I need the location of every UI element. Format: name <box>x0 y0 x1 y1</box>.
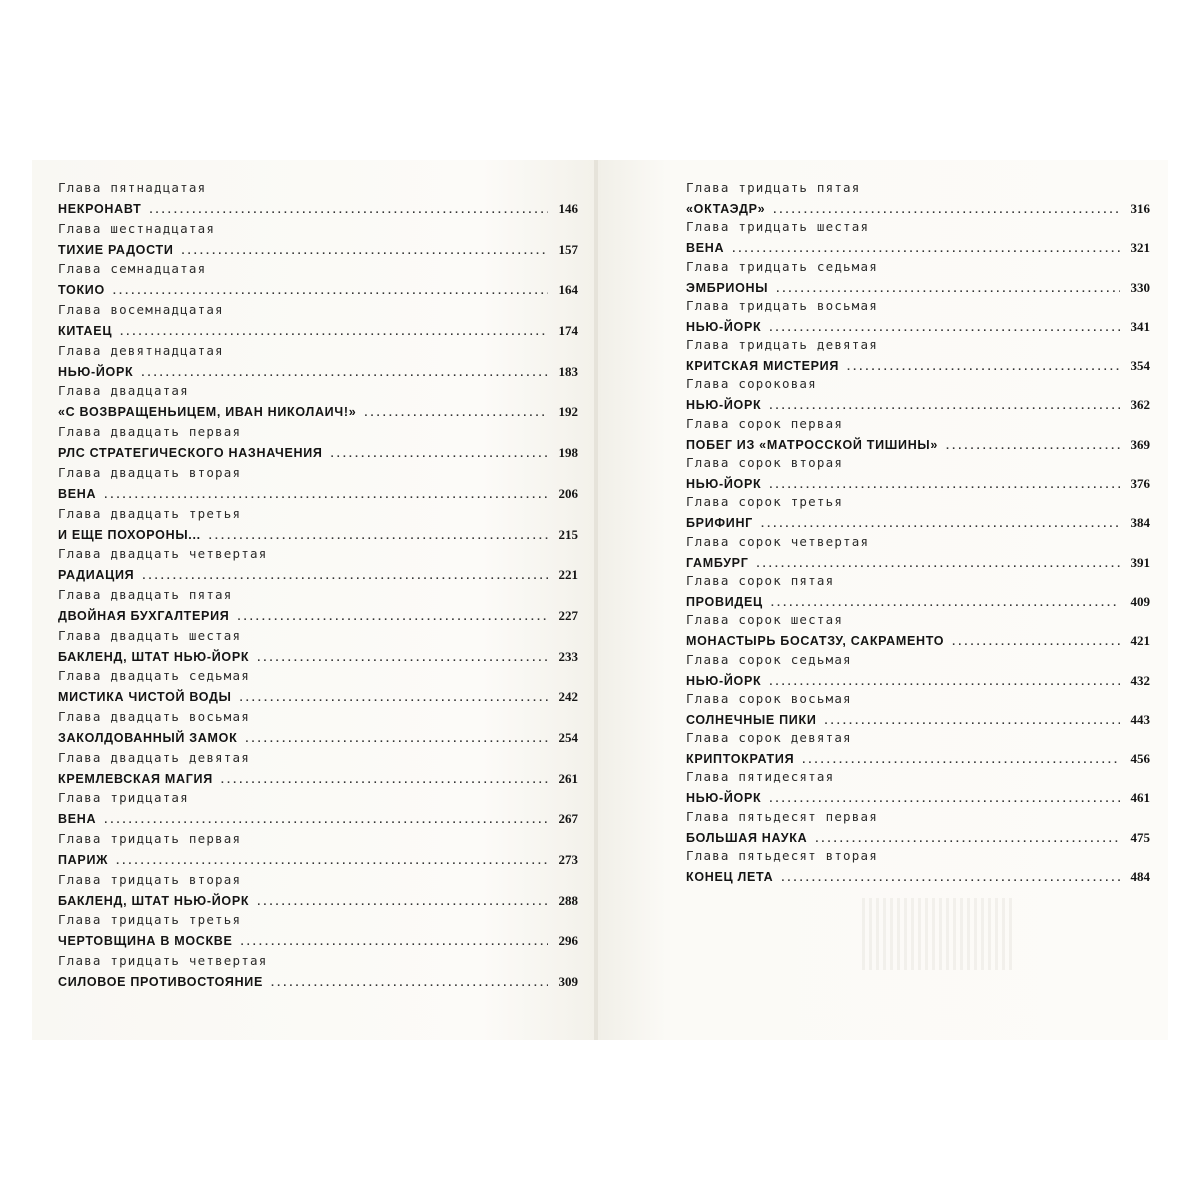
page-number: 369 <box>1130 436 1150 452</box>
chapter-title-line <box>686 198 1150 220</box>
chapter-title: КРИТСКАЯ МИСТЕРИЯ <box>686 359 840 374</box>
dot-leader <box>120 321 548 343</box>
chapter-number-label: Глава семнадцатая <box>58 261 207 277</box>
chapter-title: РЛС СТРАТЕГИЧЕСКОГО НАЗНАЧЕНИЯ <box>58 446 323 461</box>
dot-leader <box>149 199 548 221</box>
dot-leader <box>142 565 548 587</box>
dot-leader <box>237 606 548 628</box>
chapter-title: ПАРИЖ <box>58 853 109 867</box>
chapter-title: КИТАЕЦ <box>58 324 113 339</box>
dot-leader <box>773 199 1120 221</box>
chapter-number-label: Глава сорок третья <box>686 494 844 510</box>
page-number: 376 <box>1130 476 1150 492</box>
chapter-title: «ОКТАЭДР» <box>686 202 766 216</box>
page-number: 354 <box>1130 358 1150 374</box>
chapter-number-label: Глава двадцать четвертая <box>58 546 268 562</box>
dot-leader <box>732 238 1120 260</box>
chapter-title-line <box>58 849 578 871</box>
chapter-title: ГАМБУРГ <box>686 555 749 570</box>
dot-leader <box>815 828 1120 850</box>
page-number: 261 <box>558 770 578 786</box>
chapter-title-line <box>58 320 578 342</box>
chapter-number-label: Глава двадцатая <box>58 383 189 399</box>
chapter-title-line <box>58 686 578 708</box>
chapter-title: ТИХИЕ РАДОСТИ <box>58 242 174 257</box>
faded-stamp-mark <box>862 898 1012 970</box>
page-number: 157 <box>558 241 578 257</box>
chapter-title-line <box>686 394 1150 416</box>
dot-leader <box>769 317 1120 339</box>
chapter-title: ЭМБРИОНЫ <box>686 280 769 295</box>
chapter-number-label: Глава двадцать седьмая <box>58 668 250 684</box>
chapter-title: ВЕНА <box>58 486 97 501</box>
chapter-number-label: Глава тридцать четвертая <box>58 953 268 969</box>
dot-leader <box>769 395 1120 417</box>
chapter-title-line <box>686 709 1150 731</box>
chapter-title: СИЛОВОЕ ПРОТИВОСТОЯНИЕ <box>58 975 264 990</box>
toc-entry <box>686 769 1150 808</box>
chapter-title-line <box>686 787 1150 809</box>
chapter-title-line <box>58 279 578 301</box>
toc-entry <box>58 790 578 831</box>
toc-entry <box>58 180 578 221</box>
page-number: 296 <box>558 933 578 949</box>
dot-leader <box>802 749 1120 771</box>
dot-leader <box>113 280 548 302</box>
toc-entry <box>686 809 1150 848</box>
dot-leader <box>946 435 1120 457</box>
toc-entry <box>58 383 578 424</box>
chapter-number-label: Глава пятьдесят первая <box>686 808 878 824</box>
page-number: 475 <box>1130 829 1150 845</box>
chapter-number-label: Глава двадцать пятая <box>58 586 233 602</box>
page-number: 215 <box>558 526 578 542</box>
dot-leader <box>241 931 548 953</box>
chapter-number-label: Глава пятидесятая <box>686 769 835 785</box>
right-page <box>598 160 1168 1040</box>
page-number: 461 <box>1130 790 1150 806</box>
chapter-title-line <box>58 198 578 220</box>
chapter-title-line <box>686 473 1150 495</box>
page-number: 183 <box>558 363 578 379</box>
toc-entry <box>58 628 578 669</box>
toc-entry <box>686 848 1150 887</box>
book-spread <box>32 160 1168 1040</box>
chapter-title: НЬЮ-ЙОРК <box>686 791 762 806</box>
left-page <box>32 160 594 1040</box>
chapter-number-label: Глава сорок шестая <box>686 612 844 628</box>
chapter-title: «С ВОЗВРАЩЕНЬИЦЕМ, ИВАН НИКОЛАИЧ!» <box>58 405 357 420</box>
page-number: 443 <box>1130 711 1150 727</box>
dot-leader <box>245 728 548 750</box>
dot-leader <box>271 972 548 994</box>
chapter-title: НЬЮ-ЙОРК <box>58 364 134 379</box>
chapter-title: ТОКИО <box>58 283 105 298</box>
toc-entry <box>58 912 578 953</box>
dot-leader <box>769 788 1120 810</box>
toc-entry <box>686 534 1150 573</box>
chapter-title: ВЕНА <box>58 812 97 827</box>
chapter-number-label: Глава тридцать седьмая <box>686 258 878 274</box>
dot-leader <box>761 513 1120 535</box>
toc-entry <box>686 416 1150 455</box>
toc-entry <box>58 668 578 709</box>
chapter-number-label: Глава пятнадцатая <box>58 180 207 195</box>
toc-entry <box>58 261 578 302</box>
chapter-number-label: Глава сорок четвертая <box>686 533 870 549</box>
chapter-title-line <box>686 591 1150 613</box>
toc-entry <box>686 298 1150 337</box>
chapter-number-label: Глава двадцать шестая <box>58 627 242 643</box>
chapter-number-label: Глава тридцатая <box>58 790 189 806</box>
chapter-title: НЬЮ-ЙОРК <box>686 398 762 413</box>
chapter-number-label: Глава тридцать девятая <box>686 337 878 353</box>
chapter-number-label: Глава тридцать первая <box>58 831 242 846</box>
table-of-contents-right <box>686 180 1150 887</box>
chapter-title: ЧЕРТОВЩИНА В МОСКВЕ <box>58 934 233 949</box>
dot-leader <box>141 362 548 384</box>
chapter-title-line <box>58 605 578 627</box>
chapter-number-label: Глава тридцать пятая <box>686 180 861 195</box>
toc-entry <box>686 652 1150 691</box>
page-number: 174 <box>558 323 578 339</box>
page-number: 288 <box>558 892 578 908</box>
toc-entry <box>686 494 1150 533</box>
dot-leader <box>952 631 1120 653</box>
toc-entry <box>686 219 1150 258</box>
table-of-contents-left <box>58 180 578 994</box>
chapter-number-label: Глава сорок восьмая <box>686 690 852 706</box>
chapter-number-label: Глава восемнадцатая <box>58 302 224 318</box>
chapter-title-line <box>686 355 1150 377</box>
page-number: 164 <box>558 282 578 298</box>
chapter-title-line <box>58 808 578 830</box>
chapter-title-line <box>686 670 1150 692</box>
chapter-title: КОНЕЦ ЛЕТА <box>686 870 774 885</box>
page-number: 233 <box>558 648 578 664</box>
chapter-title: ДВОЙНАЯ БУХГАЛТЕРИЯ <box>58 608 230 623</box>
dot-leader <box>104 809 548 831</box>
chapter-number-label: Глава тридцать восьмая <box>686 297 878 313</box>
chapter-title: БАКЛЕНД, ШТАТ НЬЮ-ЙОРК <box>58 893 250 908</box>
page-number: 484 <box>1130 869 1150 885</box>
dot-leader <box>769 474 1120 496</box>
chapter-title: МОНАСТЫРЬ БОСАТЗУ, САКРАМЕНТО <box>686 634 945 649</box>
chapter-number-label: Глава двадцать первая <box>58 424 242 440</box>
dot-leader <box>182 240 548 262</box>
chapter-title-line <box>686 277 1150 299</box>
toc-entry <box>686 180 1150 219</box>
chapter-title-line <box>686 748 1150 770</box>
dot-leader <box>781 867 1120 889</box>
chapter-title-line <box>58 930 578 952</box>
chapter-number-label: Глава двадцать вторая <box>58 464 242 480</box>
chapter-title-line <box>58 564 578 586</box>
toc-entry <box>58 506 578 547</box>
chapter-title: НЬЮ-ЙОРК <box>686 477 762 492</box>
chapter-number-label: Глава сорок седьмая <box>686 651 852 667</box>
toc-entry <box>686 612 1150 651</box>
chapter-title-line <box>686 237 1150 259</box>
toc-entry <box>58 546 578 587</box>
dot-leader <box>104 484 548 506</box>
chapter-number-label: Глава сорок первая <box>686 415 844 431</box>
chapter-number-label: Глава тридцать шестая <box>686 219 870 235</box>
toc-entry <box>686 455 1150 494</box>
chapter-title-line <box>58 401 578 423</box>
page-number: 273 <box>558 852 578 867</box>
chapter-title-line <box>58 971 578 993</box>
toc-entry <box>58 343 578 384</box>
chapter-title-line <box>58 239 578 261</box>
toc-entry <box>58 424 578 465</box>
page-number: 192 <box>558 404 578 420</box>
page-number: 409 <box>1130 593 1150 609</box>
dot-leader <box>847 356 1120 378</box>
toc-entry <box>686 259 1150 298</box>
page-number: 267 <box>558 811 578 827</box>
page-number: 330 <box>1130 279 1150 295</box>
chapter-title-line <box>686 866 1150 888</box>
toc-entry <box>58 831 578 872</box>
page-number: 254 <box>558 729 578 745</box>
dot-leader <box>776 278 1120 300</box>
chapter-title-line <box>58 361 578 383</box>
page-number: 242 <box>558 689 578 705</box>
chapter-title-line <box>686 512 1150 534</box>
toc-entry <box>58 465 578 506</box>
toc-entry <box>686 573 1150 612</box>
chapter-number-label: Глава сорок пятая <box>686 572 835 588</box>
toc-entry <box>686 730 1150 769</box>
chapter-title-line <box>58 768 578 790</box>
chapter-title: БОЛЬШАЯ НАУКА <box>686 830 808 845</box>
dot-leader <box>825 710 1120 732</box>
chapter-title: НЬЮ-ЙОРК <box>686 319 762 334</box>
chapter-title-line <box>686 316 1150 338</box>
chapter-title-line <box>58 524 578 546</box>
toc-entry <box>686 691 1150 730</box>
toc-entry <box>58 750 578 791</box>
page-number: 227 <box>558 607 578 623</box>
page-number: 316 <box>1130 201 1150 216</box>
toc-entry <box>58 221 578 262</box>
chapter-title: НЬЮ-ЙОРК <box>686 673 762 688</box>
dot-leader <box>769 671 1120 693</box>
chapter-title: КРЕМЛЕВСКАЯ МАГИЯ <box>58 771 213 786</box>
chapter-title: И ЕЩЕ ПОХОРОНЫ... <box>58 527 201 542</box>
chapter-number-label: Глава пятьдесят вторая <box>686 848 878 864</box>
chapter-title: ВЕНА <box>686 241 725 256</box>
chapter-number-label: Глава тридцать вторая <box>58 871 242 887</box>
page-number: 384 <box>1130 515 1150 531</box>
toc-entry <box>686 337 1150 376</box>
page-number: 221 <box>558 567 578 583</box>
dot-leader <box>364 402 548 424</box>
page-number: 309 <box>558 974 578 990</box>
dot-leader <box>257 647 548 669</box>
chapter-title-line <box>58 727 578 749</box>
dot-leader <box>209 525 548 547</box>
dot-leader <box>221 769 548 791</box>
chapter-number-label: Глава двадцать девятая <box>58 749 250 765</box>
chapter-title: НЕКРОНАВТ <box>58 202 142 216</box>
toc-entry <box>58 709 578 750</box>
dot-leader <box>240 687 548 709</box>
chapter-number-label: Глава тридцать третья <box>58 912 242 928</box>
page-number: 456 <box>1130 751 1150 767</box>
dot-leader <box>771 592 1120 614</box>
dot-leader <box>757 553 1120 575</box>
chapter-number-label: Глава двадцать восьмая <box>58 708 250 724</box>
page-number: 421 <box>1130 633 1150 649</box>
page-number: 198 <box>558 445 578 461</box>
dot-leader <box>257 891 548 913</box>
page-number: 341 <box>1130 318 1150 334</box>
chapter-number-label: Глава сорок вторая <box>686 455 844 471</box>
chapter-title-line <box>686 827 1150 849</box>
page-number: 206 <box>558 485 578 501</box>
chapter-number-label: Глава сорок девятая <box>686 730 852 746</box>
toc-entry <box>686 376 1150 415</box>
chapter-number-label: Глава шестнадцатая <box>58 220 216 236</box>
chapter-title: МИСТИКА ЧИСТОЙ ВОДЫ <box>58 690 232 705</box>
chapter-title-line <box>58 646 578 668</box>
page-number: 146 <box>558 201 578 216</box>
chapter-title-line <box>686 552 1150 574</box>
chapter-title: КРИПТОКРАТИЯ <box>686 752 795 767</box>
chapter-title-line <box>686 630 1150 652</box>
toc-entry <box>58 872 578 913</box>
page-number: 362 <box>1130 397 1150 413</box>
chapter-title-line <box>58 442 578 464</box>
chapter-title-line <box>58 890 578 912</box>
dot-leader <box>116 850 548 872</box>
chapter-title: СОЛНЕЧНЫЕ ПИКИ <box>686 712 817 727</box>
chapter-title-line <box>686 434 1150 456</box>
chapter-number-label: Глава сороковая <box>686 376 817 392</box>
toc-entry <box>58 953 578 994</box>
chapter-title: ПРОВИДЕЦ <box>686 594 763 609</box>
chapter-title-line <box>58 483 578 505</box>
chapter-title: ПОБЕГ ИЗ «МАТРОССКОЙ ТИШИНЫ» <box>686 437 939 452</box>
chapter-title: ЗАКОЛДОВАННЫЙ ЗАМОК <box>58 730 238 745</box>
page-number: 321 <box>1130 240 1150 256</box>
page-number: 391 <box>1130 554 1150 570</box>
chapter-number-label: Глава двадцать третья <box>58 505 242 521</box>
chapter-title: БАКЛЕНД, ШТАТ НЬЮ-ЙОРК <box>58 649 250 664</box>
chapter-title: РАДИАЦИЯ <box>58 568 135 583</box>
chapter-title: БРИФИНГ <box>686 516 753 531</box>
dot-leader <box>331 443 548 465</box>
toc-entry <box>58 302 578 343</box>
page-number: 432 <box>1130 672 1150 688</box>
chapter-number-label: Глава девятнадцатая <box>58 342 224 358</box>
toc-entry <box>58 587 578 628</box>
